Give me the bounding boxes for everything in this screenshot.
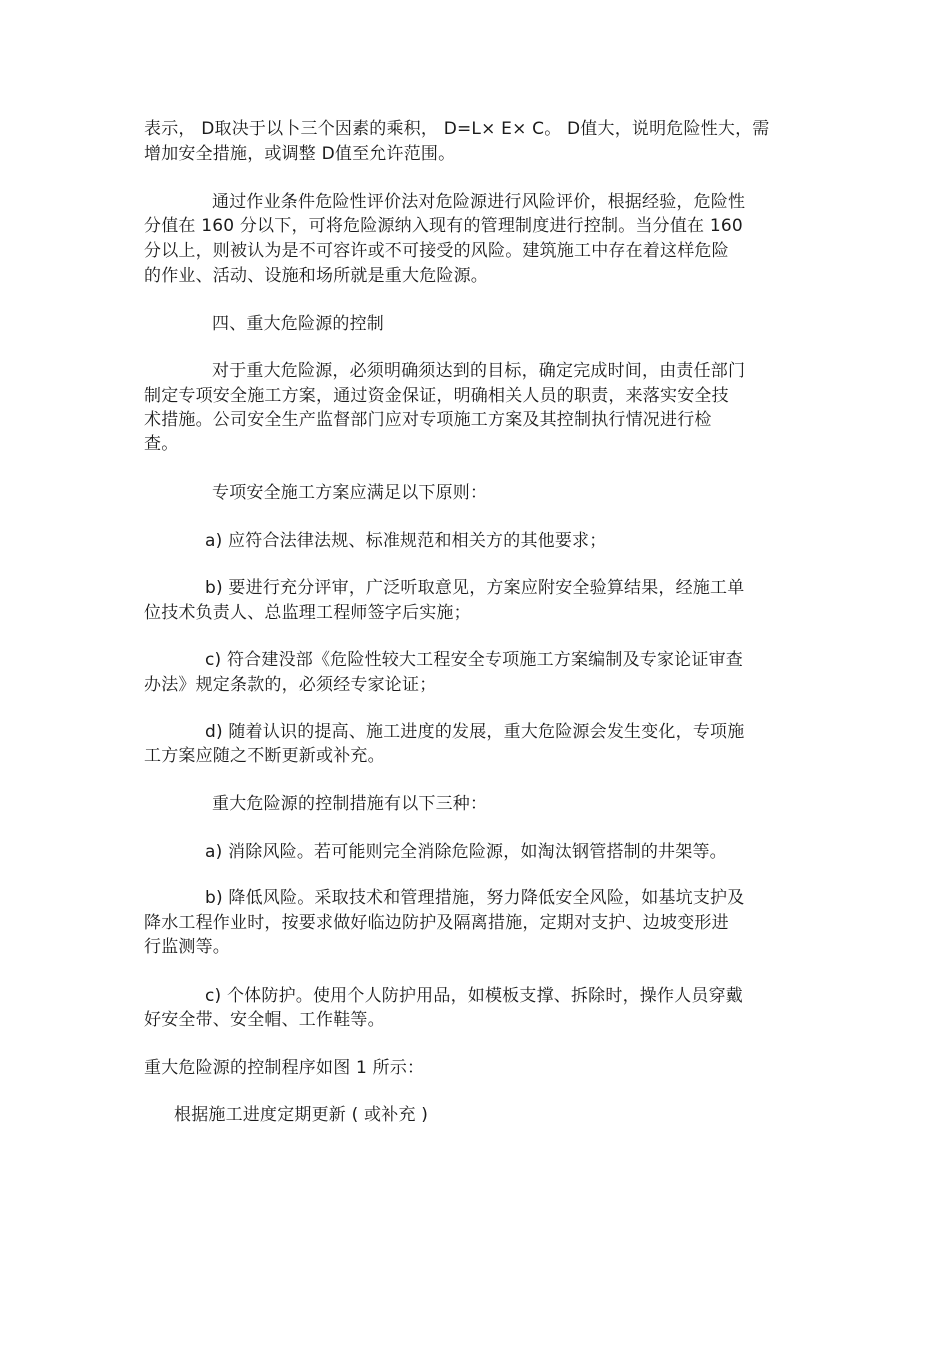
text-line: 重大危险源的控制程序如图 1 所示： bbox=[144, 1058, 425, 1078]
text-line: 表示， D取决于以卜三个因素的乘积， D=L× E× C。 D值大，说明危险性大，需 bbox=[144, 119, 770, 139]
text-line: 对于重大危险源，必须明确须达到的目标，确定完成时间，由责任部门 bbox=[212, 361, 746, 381]
section-heading: 四、重大危险源的控制 bbox=[212, 314, 384, 334]
text-line: 工方案应随之不断更新或补充。 bbox=[144, 746, 385, 766]
list-item: c) 符合建没部《危险性较大工程安全专项施工方案编制及专家论证审查 bbox=[205, 650, 743, 670]
list-item: c) 个体防护。使用个人防护用品，如模板支撑、拆除时，操作人员穿戴 bbox=[205, 986, 743, 1006]
text-line: 分以上，则被认为是不可容许或不可接受的风险。建筑施工中存在着这样危险 bbox=[144, 241, 729, 261]
text-line: 增加安全措施，或调整 D值至允许范围。 bbox=[144, 144, 456, 164]
text-line: 通过作业条件危险性评价法对危险源进行风险评价，根据经验，危险性 bbox=[212, 192, 746, 212]
list-item: d) 随着认识的提高、施工进度的发展，重大危险源会发生变化，专项施 bbox=[205, 722, 745, 742]
text-line: 术措施。公司安全生产监督部门应对专项施工方案及其控制执行情况进行检 bbox=[144, 410, 712, 430]
text-line: 位技术负责人、总监理工程师签字后实施； bbox=[144, 603, 471, 623]
text-line: 根据施工进度定期更新 ( 或补充 ) bbox=[174, 1105, 429, 1125]
text-line: 降水工程作业时，按要求做好临边防护及隔离措施，定期对支护、边坡变形进 bbox=[144, 913, 729, 933]
list-item: a) 应符合法律法规、标准规范和相关方的其他要求； bbox=[205, 531, 607, 551]
text-line: 专项安全施工方案应满足以下原则： bbox=[212, 483, 488, 503]
list-item: b) 要进行充分评审，广泛听取意见，方案应附安全验算结果，经施工单 bbox=[205, 578, 745, 598]
text-line: 分值在 160 分以下，可将危险源纳入现有的管理制度进行控制。当分值在 160 bbox=[144, 216, 743, 236]
list-item: a) 消除风险。若可能则完全消除危险源，如淘汰钢管搭制的井架等。 bbox=[205, 842, 727, 862]
text-line: 查。 bbox=[144, 434, 179, 454]
text-line: 好安全带、安全帽、工作鞋等。 bbox=[144, 1010, 385, 1030]
text-line: 的作业、活动、设施和场所就是重大危险源。 bbox=[144, 266, 488, 286]
text-line: 行监测等。 bbox=[144, 937, 230, 957]
list-item: b) 降低风险。采取技术和管理措施，努力降低安全风险，如基坑支护及 bbox=[205, 888, 745, 908]
text-line: 办法》规定条款的，必须经专家论证； bbox=[144, 675, 437, 695]
text-line: 重大危险源的控制措施有以下三种： bbox=[212, 794, 488, 814]
text-line: 制定专项安全施工方案，通过资金保证，明确相关人员的职责，来落实安全技 bbox=[144, 386, 729, 406]
